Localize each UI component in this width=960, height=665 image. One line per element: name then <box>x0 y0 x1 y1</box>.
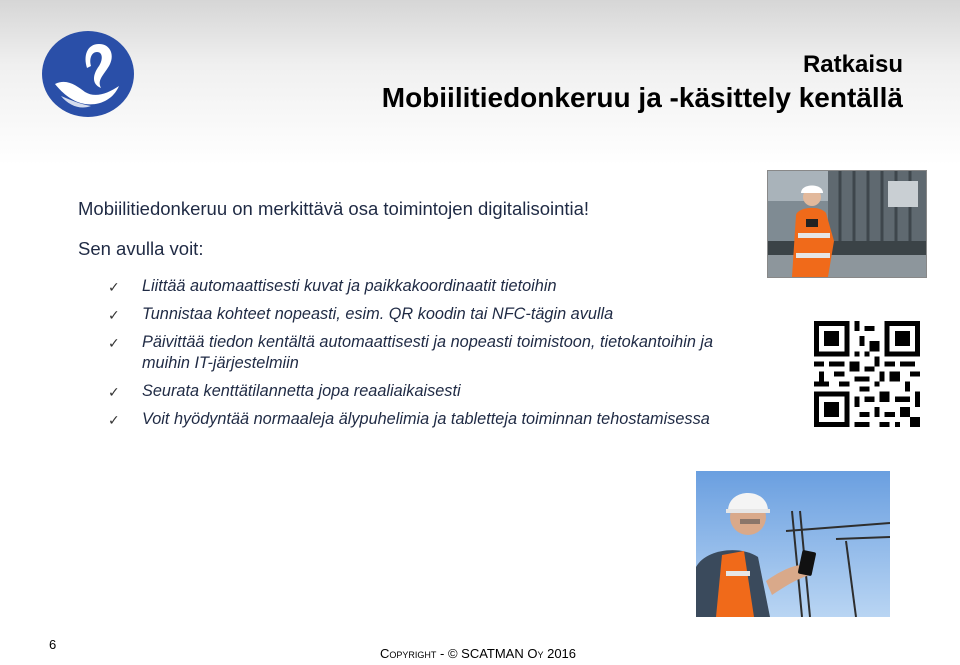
copyright-word: Copyright <box>380 646 437 661</box>
list-item <box>105 332 715 374</box>
copyright-rest: - © SCATMAN <box>436 646 528 661</box>
list-item-text: Päivittää tiedon kentältä automaattisesti ja nopeasti toimistoon, tietokantoihin ja muihin IT-järjestelmiin <box>142 333 714 372</box>
list-item <box>105 381 715 402</box>
company-suffix: Oy <box>527 646 544 661</box>
copyright-footer <box>380 646 576 661</box>
list-item <box>105 409 715 430</box>
list-item-text: Liittää automaattisesti kuvat ja paikkakoordinaatit tietoihin <box>142 277 557 295</box>
lead-text: Sen avulla voit: <box>78 238 204 259</box>
header-subtitle: Ratkaisu <box>802 51 903 78</box>
list-item-text: Tunnistaa kohteet nopeasti, esim. QR koodin tai NFC-tägin avulla <box>142 305 614 323</box>
swan-logo-icon <box>41 30 135 118</box>
list-item-text: Seurata kenttätilannetta jopa reaaliaikaisesti <box>142 382 461 400</box>
qr-code-icon <box>814 321 920 427</box>
check-icon: ✓ <box>108 385 120 401</box>
page-title: Mobiilitiedonkeruu ja -käsittely kentällä <box>381 82 903 113</box>
check-icon: ✓ <box>108 336 120 352</box>
worker-photo-bottom <box>696 471 890 617</box>
intro-text: Mobiilitiedonkeruu on merkittävä osa toimintojen digitalisointia! <box>78 198 590 219</box>
check-icon: ✓ <box>108 308 120 324</box>
check-icon: ✓ <box>108 413 120 429</box>
list-item-text: Voit hyödyntää normaaleja älypuhelimia ja tabletteja toiminnan tehostamisessa <box>142 410 710 428</box>
copyright-year: 2016 <box>543 646 577 661</box>
list-item <box>105 276 715 297</box>
page-number: 6 <box>49 637 57 652</box>
benefits-list <box>105 276 715 437</box>
check-icon: ✓ <box>108 280 120 296</box>
list-item <box>105 304 715 325</box>
worker-photo-top <box>767 170 927 278</box>
